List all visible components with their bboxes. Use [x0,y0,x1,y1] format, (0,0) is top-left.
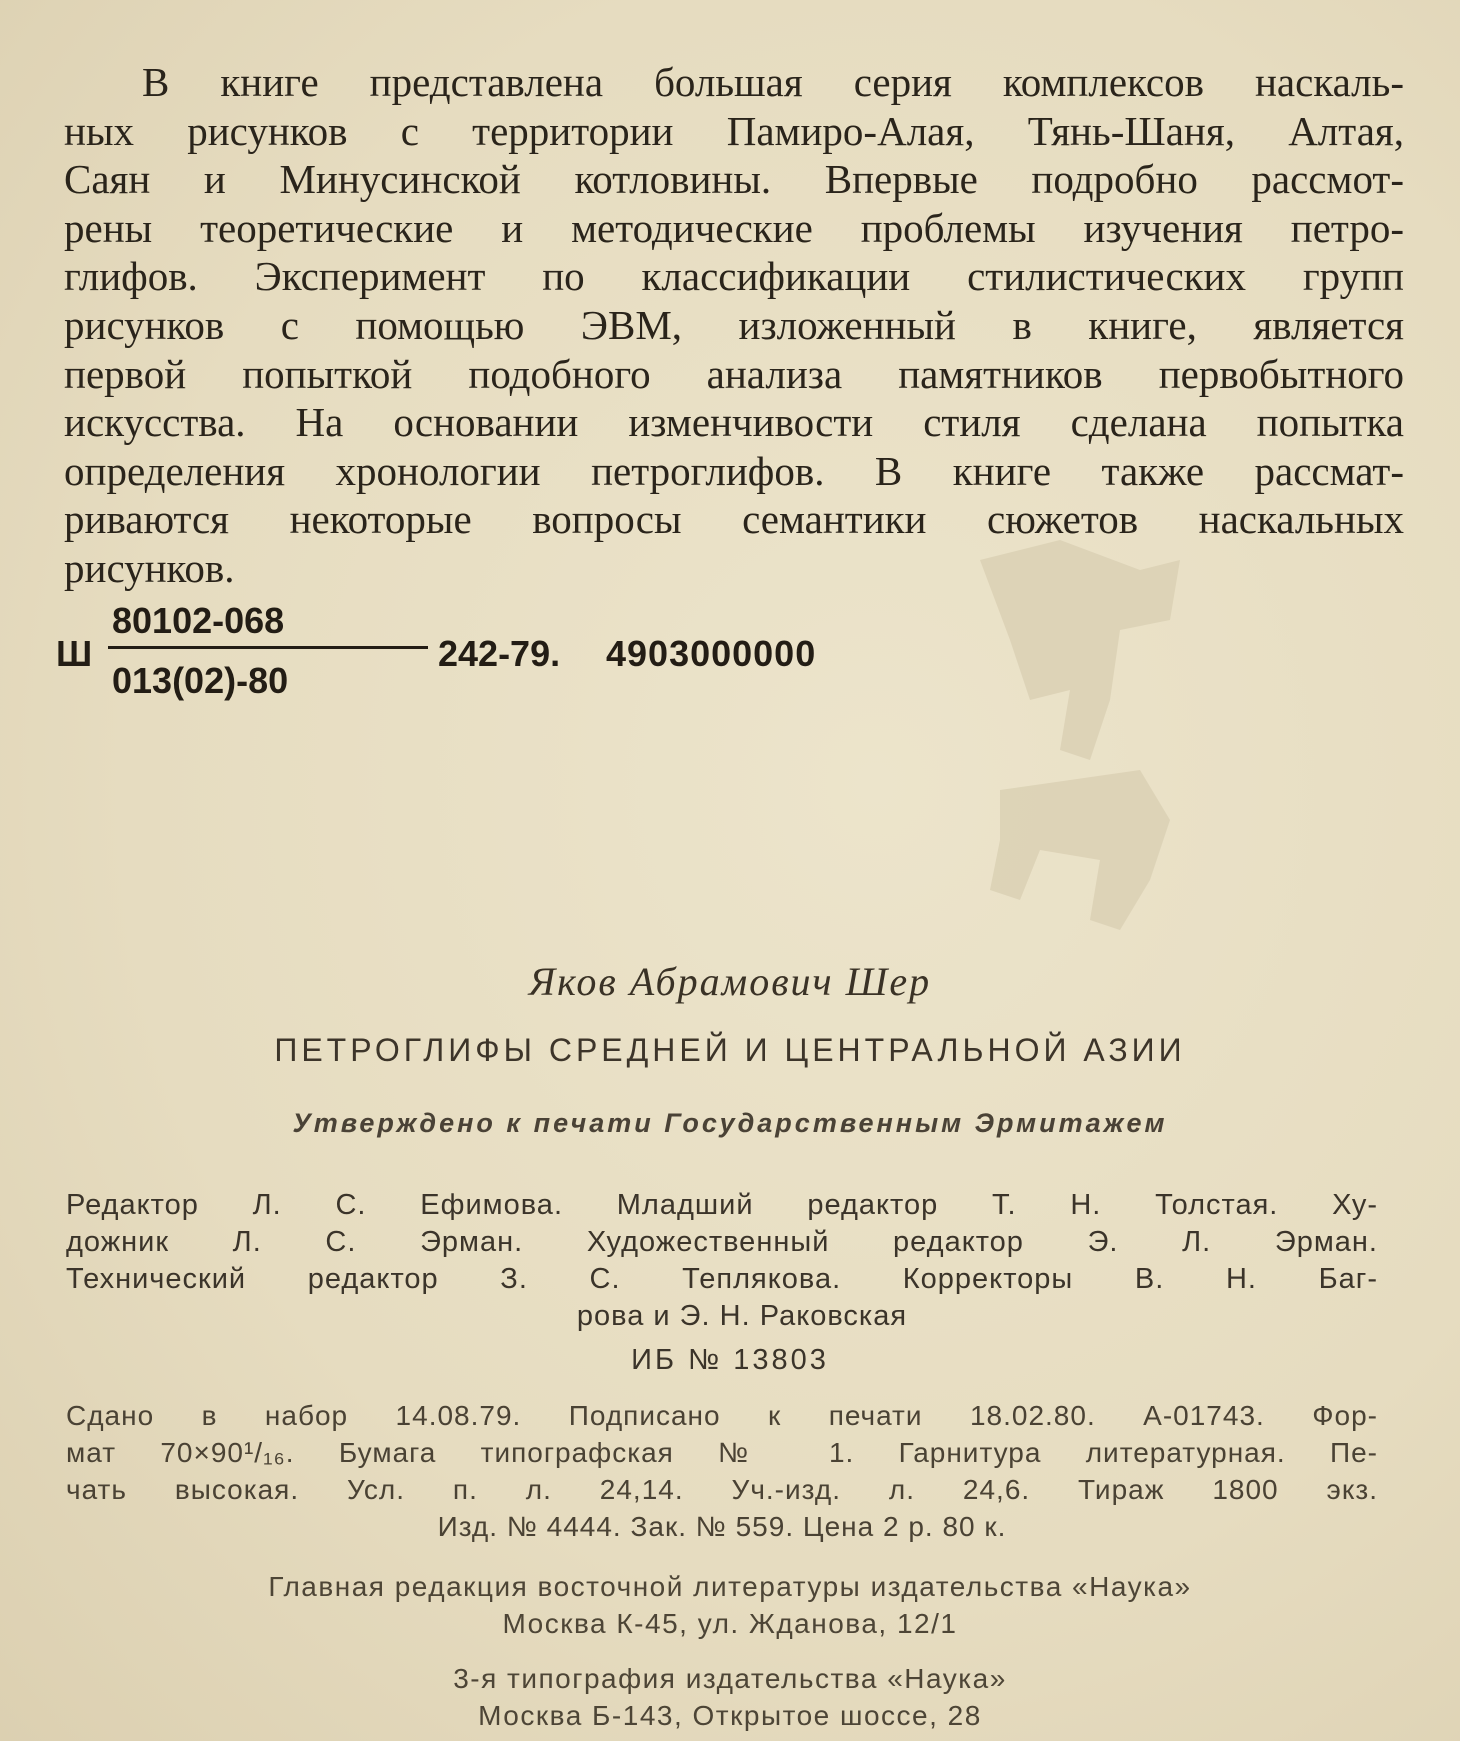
imprint-line: Изд. № 4444. Зак. № 559. Цена 2 р. 80 к. [437,1511,1007,1542]
credits-line: Технический редактор З. С. Теплякова. Корректоры В. Н. Баг- [66,1263,1378,1295]
catalog-suffix: 242-79. [438,633,561,674]
publisher-block [0,1568,1460,1642]
printer-address: Москва Б-143, Открытое шоссе, 28 [478,1700,982,1731]
annotation-line: ных рисунков с территории Памиро-Алая, Тянь-Шаня, Алтая, [64,107,1404,154]
annotation-line: Саян и Минусинской котловины. Впервые подробно рассмот- [64,156,1404,203]
annotation-line: рисунков. [64,544,235,591]
imprint-line: чать высокая. Усл. п. л. 24,14. Уч.-изд. л. 24,6. Тираж 1800 экз. [66,1474,1378,1505]
annotation-line: риваются некоторые вопросы семантики сюжетов наскальных [64,496,1404,543]
imprint-line: мат 70×90¹/₁₆. Бумага типографская № 1. Гарнитура литературная. Пе- [66,1437,1378,1468]
annotation-line: определения хронологии петроглифов. В книге также рассмат- [64,447,1404,494]
publisher-name: Главная редакция восточной литературы издательства «Наука» [268,1571,1192,1602]
book-title: ПЕТРОГЛИФЫ СРЕДНЕЙ И ЦЕНТРАЛЬНОЙ АЗИИ [274,1032,1186,1068]
credits-line: рова и Э. Н. Раковская [576,1300,908,1332]
credits-block [66,1187,1378,1335]
annotation-line: искусства. На основании изменчивости стиля сделана попытка [64,399,1404,446]
catalog-numerator: 80102-068 [112,600,285,641]
publisher-address: Москва К-45, ул. Жданова, 12/1 [502,1608,958,1639]
credits-line: Редактор Л. С. Ефимова. Младший редактор Т. Н. Толстая. Ху- [66,1189,1378,1221]
catalog-letter: Ш [56,633,93,674]
author-name: Яков Абрамович Шер [528,959,932,1004]
catalog-denominator: 013(02)-80 [112,660,289,701]
annotation-line: В книге представлена большая серия комплексов наскаль- [142,59,1404,105]
credits-line: дожник Л. С. Эрман. Художественный редактор Э. Л. Эрман. [66,1226,1378,1258]
imprint-line: Сдано в набор 14.08.79. Подписано к печати 18.02.80. А-01743. Фор- [66,1400,1378,1431]
ib-number: ИБ № 13803 [631,1344,829,1376]
catalog-index [56,598,956,708]
annotation-line: первой попыткой подобного анализа памятников первобытного [64,350,1404,397]
annotation-line: рены теоретические и методические проблемы изучения петро- [64,204,1404,251]
imprint-block [66,1397,1378,1545]
annotation-line: рисунков с помощью ЭВМ, изложенный в книге, является [64,301,1404,348]
printer-block [0,1660,1460,1734]
approval-note: Утверждено к печати Государственным Эрмитажем [292,1108,1168,1138]
fraction-bar [108,646,428,649]
annotation-line: глифов. Эксперимент по классификации стилистических групп [64,253,1404,300]
catalog-code: 4903000000 [606,633,817,674]
printer-name: 3-я типография издательства «Наука» [453,1663,1007,1694]
annotation-paragraph [64,58,1404,593]
